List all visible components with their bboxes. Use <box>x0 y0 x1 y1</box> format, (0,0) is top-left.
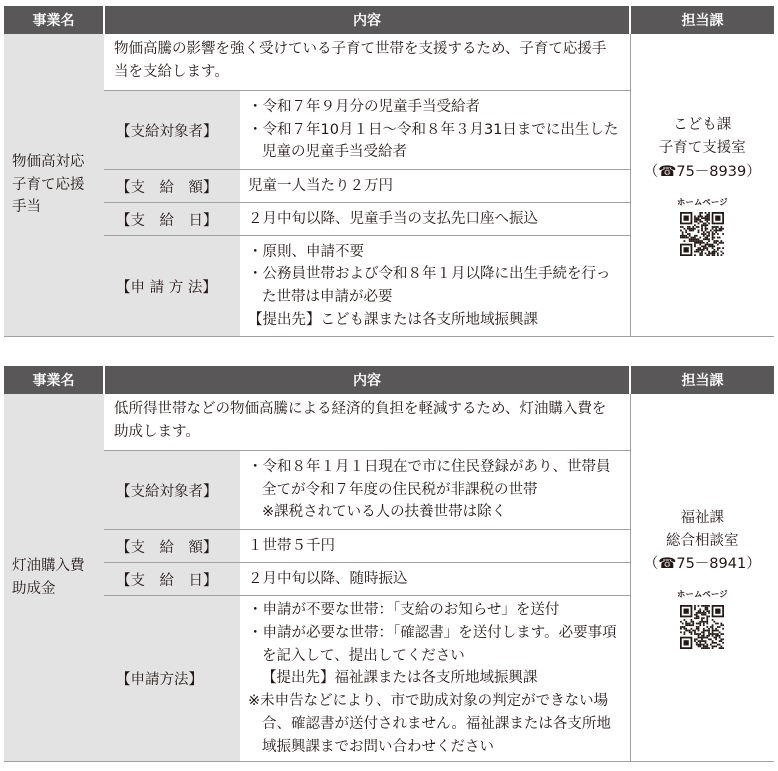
row-value: 児童一人当たり２万円 <box>240 170 630 203</box>
homepage-label: ホームページ <box>676 197 728 208</box>
row-label: 【申 請 方 法】 <box>104 236 240 337</box>
qr-code-icon[interactable] <box>680 605 724 649</box>
row-value: ・令和７年９月分の児童手当受給者 ・令和７年10月１日～令和８年３月31日までに出生した児童の児童手当受給者 <box>240 91 630 170</box>
row-value: １世帯５千円 <box>240 530 630 563</box>
program-table-1 <box>4 6 774 337</box>
program-table-2 <box>4 366 774 762</box>
row-label: 【申請方法】 <box>104 596 240 762</box>
row-value: ・申請が不要な世帯：「支給のお知らせ」を送付 ・申請が必要な世帯：「確認書」を送付します。必要事項を記入して、提出してください 【提出先】福祉課または各支所地域振興課 ※未申告などにより、市で助成対象の判定ができない場合、確認書が送付されません。福祉課または各支所地域振興課までお問い合わせください <box>240 596 630 762</box>
row-value: ２月中旬以降、随時振込 <box>240 563 630 596</box>
program-name: 物価高対応 子育て応援 手当 <box>4 34 104 337</box>
dept-info: 福祉課 総合相談室 （☎75－8941） ホームページ <box>630 394 774 762</box>
dept-info: こども課 子育て支援室 （☎75－8939） ホームページ <box>630 34 774 337</box>
header-dept: 担当課 <box>630 6 774 34</box>
header-name: 事業名 <box>4 6 104 34</box>
row-label: 【支 給 額】 <box>104 170 240 203</box>
row-label: 【支給対象者】 <box>104 451 240 530</box>
row-label: 【支給対象者】 <box>104 91 240 170</box>
qr-code-icon[interactable] <box>680 212 724 256</box>
row-label: 【支 給 日】 <box>104 203 240 236</box>
row-value: ２月中旬以降、児童手当の支払先口座へ振込 <box>240 203 630 236</box>
program-name: 灯油購入費 助成金 <box>4 394 104 762</box>
row-label: 【支 給 日】 <box>104 563 240 596</box>
row-value: ・原則、申請不要 ・公務員世帯および令和８年１月以降に出生手続を行った世帯は申請が必要 【提出先】こども課または各支所地域振興課 <box>240 236 630 337</box>
header-content: 内容 <box>104 366 630 394</box>
header-dept: 担当課 <box>630 366 774 394</box>
program-description: 低所得世帯などの物価高騰による経済的負担を軽減するため、灯油購入費を助成します。 <box>104 394 630 451</box>
header-name: 事業名 <box>4 366 104 394</box>
row-label: 【支 給 額】 <box>104 530 240 563</box>
homepage-label: ホームページ <box>676 590 728 601</box>
header-content: 内容 <box>104 6 630 34</box>
program-description: 物価高騰の影響を強く受けている子育て世帯を支援するため、子育て応援手当を支給します。 <box>104 34 630 91</box>
row-value: ・令和８年１月１日現在で市に住民登録があり、世帯員全てが令和７年度の住民税が非課税の世帯 ※課税されている人の扶養世帯は除く <box>240 451 630 530</box>
